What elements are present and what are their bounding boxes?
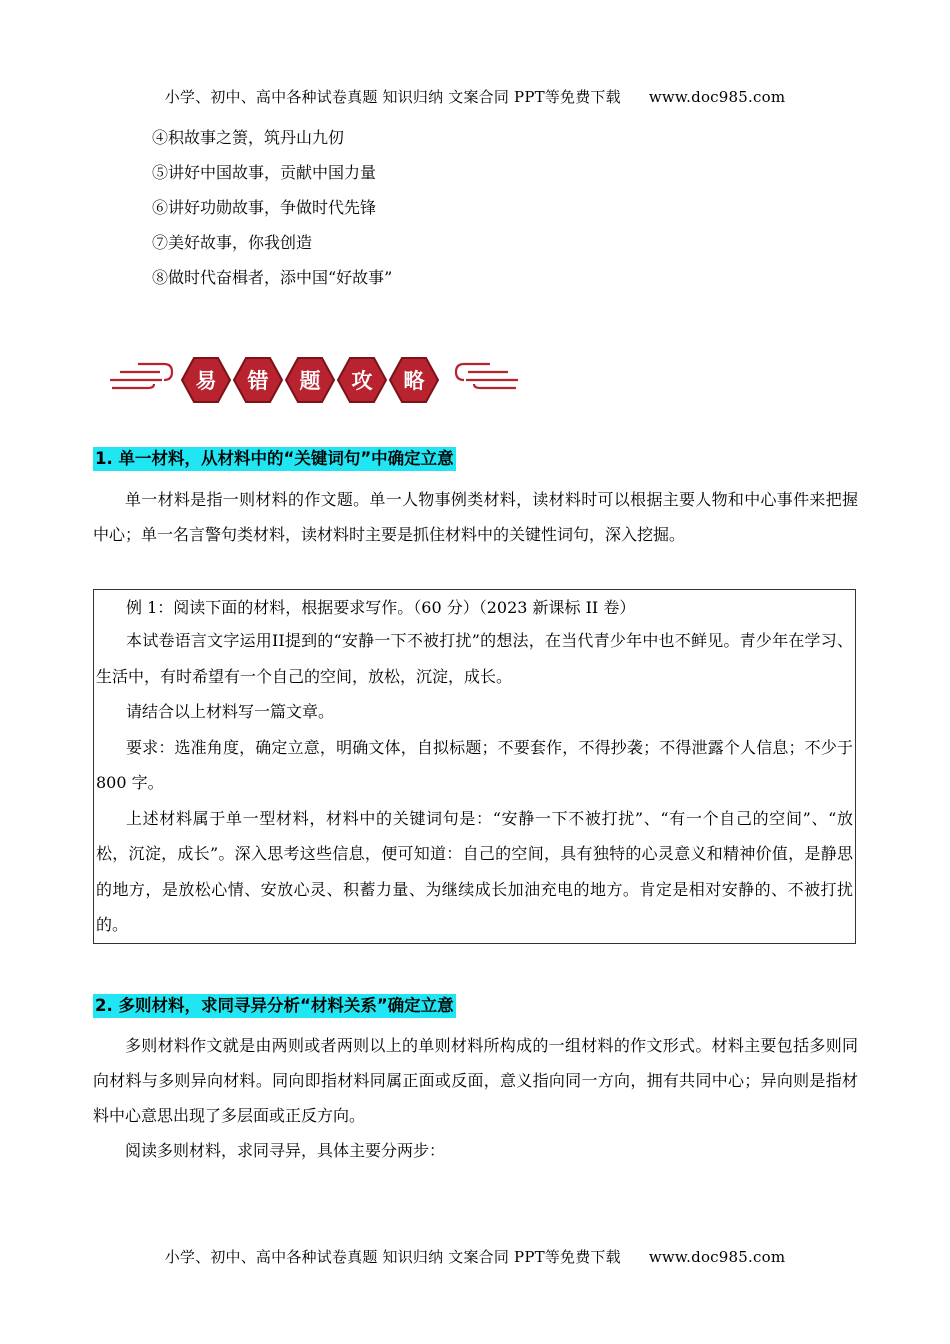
list-item: ⑥讲好功勋故事，争做时代先锋 — [152, 198, 377, 217]
example-analysis: 上述材料属于单一型材料，材料中的关键词句是：“安静一下不被打扰”、“有一个自己的空间”、“放松，沉淀，成长”。深入思考这些信息，便可知道：自己的空间，具有独特的心灵意义和精神价值，是静思的地方，是放松心情、安放心灵、积蓄力量、为继续成长加油充电的地方。肯定是相对安静的、不被打扰的。 — [96, 808, 853, 934]
header-text: 小学、初中、高中各种试卷真题 知识归纳 文案合同 PPT等免费下载 — [164, 88, 621, 106]
list-item: ⑦美好故事，你我创造 — [152, 233, 313, 252]
section-title-2: 2. 多则材料，求同寻异分析“材料关系”确定立意 — [93, 994, 456, 1018]
section-banner — [108, 346, 520, 414]
footer-text: 小学、初中、高中各种试卷真题 知识归纳 文案合同 PPT等免费下载 — [164, 1248, 621, 1266]
section-title-1: 1. 单一材料，从材料中的“关键词句”中确定立意 — [93, 447, 456, 471]
list-item: ⑧做时代奋楫者，添中国“好故事” — [152, 268, 393, 287]
list-item: ⑤讲好中国故事，贡献中国力量 — [152, 163, 377, 182]
banner-char: 易 — [195, 369, 217, 393]
header-site-link[interactable]: www.doc985.com — [648, 88, 786, 106]
example-prompt: 请结合以上材料写一篇文章。 — [126, 702, 335, 721]
title-list — [152, 126, 392, 301]
banner-char: 题 — [299, 369, 321, 393]
section-2-paragraph-2: 阅读多则材料，求同寻异，具体主要分两步： — [125, 1141, 446, 1160]
footer-site-link[interactable]: www.doc985.com — [648, 1248, 786, 1266]
list-item: ④积故事之箦，筑丹山九仞 — [152, 128, 345, 147]
banner-right-ornament — [456, 364, 518, 388]
banner-left-ornament — [110, 364, 172, 388]
banner-char: 略 — [403, 369, 425, 393]
example-box — [93, 589, 856, 944]
page-header — [0, 86, 950, 107]
example-requirement: 要求：选准角度，确定立意，明确文体，自拟标题；不要套作，不得抄袭；不得泄露个人信息；不少于 800 字。 — [96, 737, 853, 792]
example-material: 本试卷语言文字运用II提到的“安静一下不被打扰”的想法，在当代青少年中也不鲜见。青少年在学习、生活中，有时希望有一个自己的空间，放松，沉淀，成长。 — [96, 631, 853, 686]
page-footer — [0, 1246, 950, 1267]
section-2-paragraph: 多则材料作文就是由两则或者两则以上的单则材料所构成的一组材料的作文形式。材料主要包括多则同向材料与多则异向材料。同向即指材料同属正面或反面，意义指向同一方向，拥有共同中心；异向则是指材料中心意思出现了多层面或正反方向。 — [93, 1036, 858, 1125]
example-title: 例 1：阅读下面的材料，根据要求写作。（60 分）（2023 新课标 II 卷） — [126, 598, 636, 617]
banner-char: 错 — [247, 369, 269, 393]
banner-char: 攻 — [351, 369, 373, 393]
section-1-paragraph: 单一材料是指一则材料的作文题。单一人物事例类材料，读材料时可以根据主要人物和中心事件来把握中心；单一名言警句类材料，读材料时主要是抓住材料中的关键性词句，深入挖掘。 — [93, 490, 858, 544]
